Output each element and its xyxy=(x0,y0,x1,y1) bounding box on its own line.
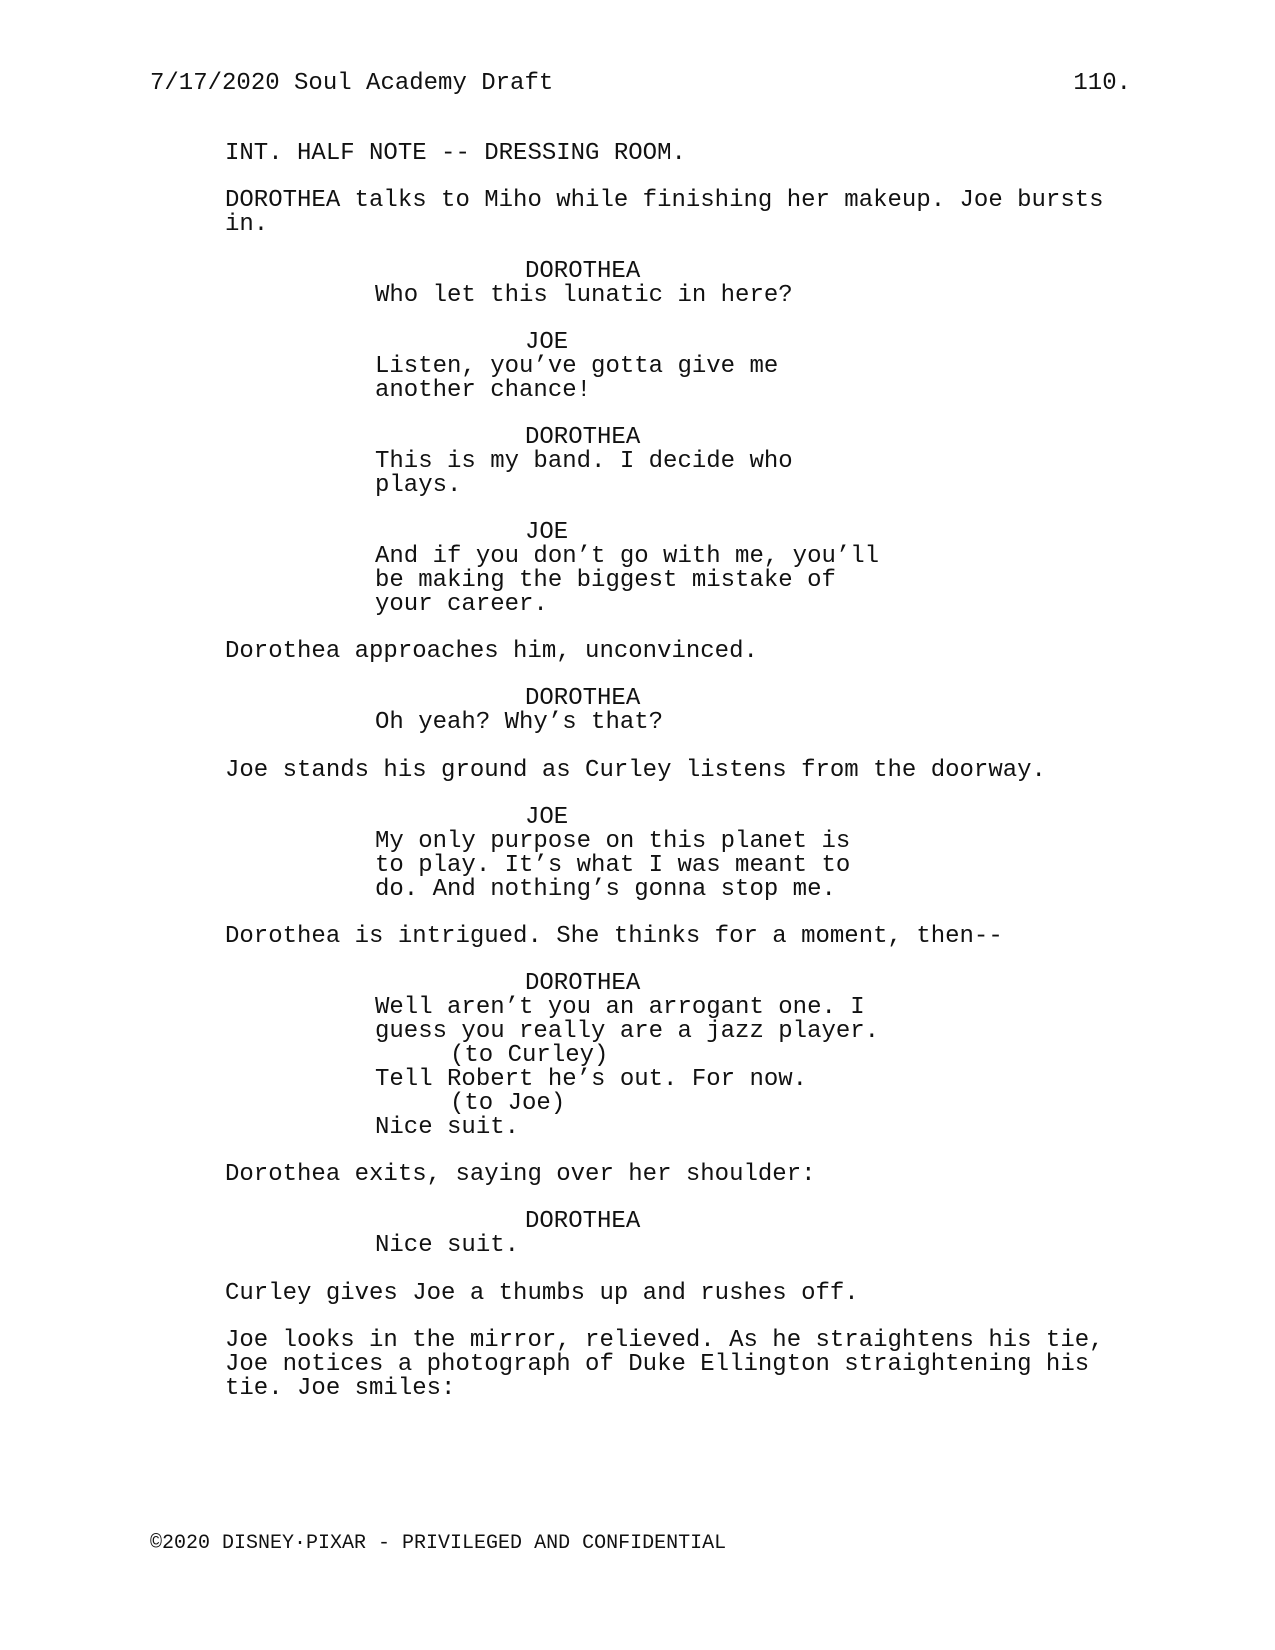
character-cue: JOE xyxy=(525,519,569,546)
draft-header: 7/17/2020 Soul Academy Draft xyxy=(150,70,554,97)
parenthetical: (to Curley) xyxy=(450,1042,609,1069)
dialogue-line: Oh yeah? Why’s that? xyxy=(375,709,664,736)
parenthetical: (to Joe) xyxy=(450,1090,566,1117)
character-cue: JOE xyxy=(525,329,569,356)
dialogue-line: Tell Robert he’s out. For now. xyxy=(375,1066,808,1093)
dialogue-line: Nice suit. xyxy=(375,1114,520,1141)
page-number: 110. xyxy=(1073,70,1131,97)
action-line: Dorothea exits, saying over her shoulder: xyxy=(225,1161,816,1188)
character-cue: DOROTHEA xyxy=(525,424,641,451)
dialogue-line: This is my band. I decide who xyxy=(375,448,793,475)
dialogue-line: another chance! xyxy=(375,377,592,404)
dialogue-line: your career. xyxy=(375,591,548,618)
character-cue: DOROTHEA xyxy=(525,1208,641,1235)
dialogue-line: guess you really are a jazz player. xyxy=(375,1018,880,1045)
dialogue-line: Who let this lunatic in here? xyxy=(375,282,793,309)
dialogue-line: My only purpose on this planet is xyxy=(375,828,851,855)
action-line: Joe notices a photograph of Duke Ellington straightening his xyxy=(225,1351,1090,1378)
dialogue-line: Listen, you’ve gotta give me xyxy=(375,353,779,380)
action-line: Curley gives Joe a thumbs up and rushes off. xyxy=(225,1280,859,1307)
character-cue: JOE xyxy=(525,804,569,831)
character-cue: DOROTHEA xyxy=(525,970,641,997)
dialogue-line: to play. It’s what I was meant to xyxy=(375,852,851,879)
dialogue-line: Well aren’t you an arrogant one. I xyxy=(375,994,865,1021)
action-line: Dorothea is intrigued. She thinks for a moment, then-- xyxy=(225,923,1003,950)
action-line: Dorothea approaches him, unconvinced. xyxy=(225,638,758,665)
scene-heading: INT. HALF NOTE -- DRESSING ROOM. xyxy=(225,140,686,167)
character-cue: DOROTHEA xyxy=(525,258,641,285)
dialogue-line: plays. xyxy=(375,472,462,499)
confidentiality-footer: ©2020 DISNEY·PIXAR - PRIVILEGED AND CONFIDENTIAL xyxy=(150,1532,727,1555)
action-line: in. xyxy=(225,211,269,238)
dialogue-line: do. And nothing’s gonna stop me. xyxy=(375,876,836,903)
dialogue-line: be making the biggest mistake of xyxy=(375,567,836,594)
action-line: Joe stands his ground as Curley listens from the doorway. xyxy=(225,757,1046,784)
dialogue-line: And if you don’t go with me, you’ll xyxy=(375,543,880,570)
character-cue: DOROTHEA xyxy=(525,685,641,712)
action-line: tie. Joe smiles: xyxy=(225,1375,456,1402)
dialogue-line: Nice suit. xyxy=(375,1232,520,1259)
action-line: DOROTHEA talks to Miho while finishing her makeup. Joe bursts xyxy=(225,187,1104,214)
action-line: Joe looks in the mirror, relieved. As he straightens his tie, xyxy=(225,1327,1104,1354)
